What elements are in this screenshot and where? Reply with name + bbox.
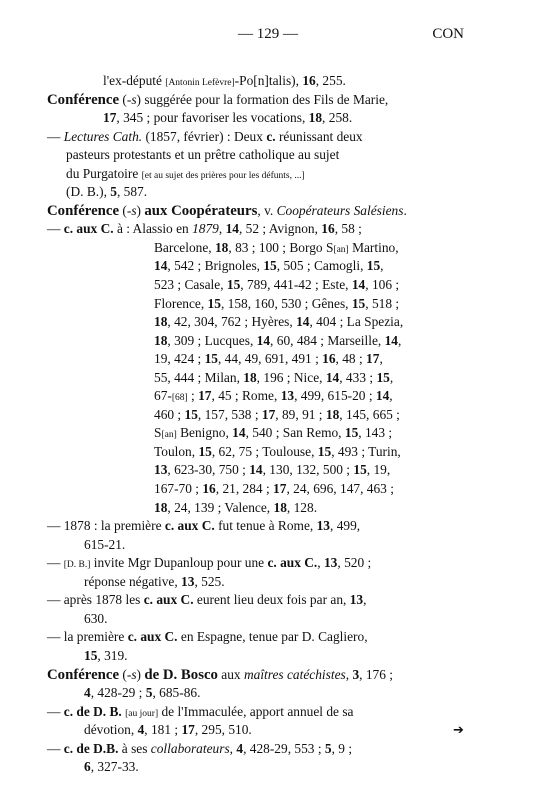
index-line [47, 387, 467, 406]
index-text: 14 [351, 277, 366, 293]
index-text: , 499, 615-20 ; [294, 388, 376, 404]
index-line [47, 536, 467, 555]
index-text: 14 [256, 332, 271, 348]
index-text: c. [266, 128, 276, 144]
index-text: , 255. [315, 73, 346, 88]
index-text: , 493 ; Turin, [331, 443, 401, 459]
index-text: de l'Immaculée, apport annuel de sa [158, 703, 354, 719]
index-text: [68] [171, 393, 188, 404]
index-text: ; [187, 388, 199, 404]
index-text: -s [126, 202, 137, 218]
index-text: 15 [344, 425, 359, 441]
index-text: Toulon, [154, 443, 199, 459]
index-text: 15 [351, 295, 366, 311]
index-text: Conférence [47, 666, 120, 683]
index-text: 4 [137, 722, 145, 738]
index-text: — [47, 740, 64, 756]
index-text: c. aux C. [63, 221, 114, 237]
index-text: 14 [232, 425, 246, 441]
index-text: , 685-86. [152, 685, 201, 701]
index-text: , 540 ; San Remo, [245, 425, 345, 441]
index-text: Barcelone, [154, 239, 215, 255]
index-text: , 258. [322, 110, 353, 126]
index-text: , 24, 696, 147, 463 ; [286, 481, 394, 497]
index-line [47, 369, 467, 388]
index-text: [et au sujet des prières pour les défunts, ...] [141, 170, 305, 181]
index-text: — [47, 221, 64, 237]
index-text: , 83 ; 100 ; Borgo S [228, 239, 334, 255]
index-text: 18 [154, 332, 168, 348]
index-text: dévotion, [84, 722, 138, 738]
index-text: 15 [366, 258, 381, 274]
index-text: c. aux C. [143, 592, 194, 608]
index-line [47, 239, 467, 258]
index-text: 13 [316, 518, 330, 534]
index-text: ( [119, 202, 127, 218]
index-text: 15 [263, 258, 277, 274]
index-text: 13 [280, 388, 295, 404]
index-text: 13 [323, 555, 338, 571]
index-text: 3 [352, 666, 360, 682]
index-text: [an] [333, 244, 349, 255]
index-text: , 587. [116, 184, 148, 200]
index-text: -s [126, 666, 137, 682]
index-text: c. aux C. [164, 518, 215, 534]
index-text: à ses [118, 740, 151, 756]
index-line [47, 295, 467, 314]
index-text: 18 [154, 314, 168, 330]
index-line [47, 313, 467, 332]
index-text: c. aux C. [267, 555, 318, 571]
index-line [47, 332, 467, 351]
index-text: l'ex-député [103, 73, 166, 88]
index-text: , [218, 221, 226, 237]
index-text: -Po[n]talis), [234, 73, 303, 88]
index-text: , 58 ; [334, 221, 362, 237]
index-line [47, 257, 467, 276]
index-text: 13 [181, 573, 195, 589]
index-text: 14 [375, 388, 390, 404]
index-text: , 21, 284 ; [215, 481, 274, 497]
index-line [47, 499, 467, 518]
index-text: 14 [154, 258, 168, 274]
index-text: 18 [243, 369, 257, 385]
index-text: , 128. [286, 499, 318, 515]
index-line [47, 554, 467, 573]
index-text: (D. B.), [66, 184, 111, 200]
index-text: ) suggérée pour la formation des Fils de Marie, [136, 91, 389, 107]
index-text: , 48 ; [335, 351, 367, 367]
index-text: 15 [184, 406, 198, 422]
index-text: 18 [214, 239, 229, 255]
index-line [47, 480, 467, 499]
index-text: , [345, 666, 353, 682]
index-text: collaborateurs [150, 740, 230, 756]
index-text: ) [136, 666, 145, 682]
index-text: 5 [110, 184, 117, 200]
index-text: 18 [273, 499, 287, 515]
index-text: 67- [154, 388, 172, 404]
index-line [47, 666, 467, 685]
index-text: 14 [225, 221, 239, 237]
index-text: , 345 ; pour favoriser les vocations, [116, 110, 309, 126]
index-text: du Purgatoire [66, 165, 142, 181]
index-text: , 327-33. [90, 759, 139, 775]
index-text: , 24, 139 ; Valence, [167, 499, 274, 515]
index-line [47, 72, 467, 91]
index-text: 16 [321, 221, 335, 237]
page-header [0, 25, 536, 47]
index-text: c. de D. B. [63, 703, 122, 719]
index-text: , 309 ; Lucques, [167, 332, 257, 348]
index-text: , 428-29, 553 ; [243, 740, 325, 756]
index-line [47, 443, 467, 462]
index-line [47, 406, 467, 425]
index-text: réunissant deux [275, 128, 363, 144]
index-text: 16 [302, 73, 316, 88]
index-text: 167-70 ; [154, 481, 203, 497]
index-text: 17 [103, 110, 117, 126]
index-text: , [389, 388, 393, 404]
index-text: , 542 ; Brignoles, [167, 258, 264, 274]
index-text: 18 [308, 110, 323, 126]
page-number: — 129 — [238, 26, 298, 42]
index-entries [47, 72, 467, 777]
index-text: — [47, 128, 64, 144]
running-head: CON [432, 26, 464, 42]
index-text: 5 [324, 740, 332, 756]
index-text: 15 [226, 277, 241, 293]
index-text: , 520 ; [337, 555, 372, 571]
index-text: 6 [84, 759, 91, 775]
index-text: 17 [198, 388, 212, 404]
index-text: — [47, 703, 64, 719]
index-text: , 176 ; [359, 666, 393, 682]
index-line [47, 517, 467, 536]
index-text: aux Coopérateurs [144, 202, 258, 219]
index-text: 19, 424 ; [154, 351, 205, 367]
index-text: 4 [84, 685, 91, 701]
index-line [47, 91, 467, 110]
index-text: , 295, 510. [194, 722, 252, 738]
index-text: [Antonin Lefèvre] [165, 78, 235, 88]
index-text: [an] [161, 430, 177, 441]
index-text: 14 [384, 332, 398, 348]
index-text: 14 [296, 314, 310, 330]
index-text: 14 [249, 462, 263, 478]
index-text: , 428-29 ; [90, 685, 146, 701]
index-text: , 525. [194, 573, 225, 589]
index-line [47, 647, 467, 666]
index-text: , 19, [366, 462, 391, 478]
index-text: en Espagne, tenue par D. Cagliero, [177, 629, 368, 645]
index-line [47, 202, 467, 221]
index-text: 15 [317, 443, 332, 459]
index-text: , 181 ; [144, 722, 182, 738]
index-text: 17 [273, 481, 287, 497]
index-line [47, 573, 467, 592]
index-text: [au jour] [125, 708, 159, 719]
index-text: , 145, 665 ; [339, 406, 400, 422]
index-text: Lectures Cath. [63, 128, 143, 144]
index-text: — 1878 : la première [47, 518, 165, 534]
index-line [47, 628, 467, 647]
index-text: , [389, 369, 394, 385]
index-text: S [154, 425, 162, 441]
index-text: , [397, 332, 402, 348]
index-text: , v. [257, 202, 277, 218]
index-line [47, 703, 467, 722]
index-text: — [47, 555, 64, 571]
index-text: , [229, 740, 237, 756]
index-text: Conférence [47, 202, 120, 219]
index-text: , 9 ; [331, 740, 353, 756]
index-text: 18 [154, 499, 168, 515]
index-line [47, 165, 467, 184]
index-text: , 319. [97, 647, 128, 663]
index-text: , 45 ; Rome, [211, 388, 281, 404]
index-line [47, 220, 467, 239]
index-text: 16 [322, 351, 336, 367]
right-arrow-icon: ➔ [453, 723, 464, 738]
index-text: , 44, 49, 691, 491 ; [217, 351, 323, 367]
index-text: réponse négative, [84, 573, 182, 589]
index-line [47, 591, 467, 610]
index-text: Benigno, [176, 425, 233, 441]
index-line [47, 758, 467, 777]
index-line [47, 684, 467, 703]
index-text: fut tenue à Rome, [214, 518, 317, 534]
index-text: 14 [325, 369, 340, 385]
index-text: 13 [154, 462, 168, 478]
index-text: 15 [353, 462, 367, 478]
index-text: , [317, 555, 324, 571]
index-text: . [403, 202, 407, 218]
index-text: 16 [202, 481, 216, 497]
index-text: , 623-30, 750 ; [167, 462, 250, 478]
index-text: 1879 [192, 221, 219, 237]
index-text: , 158, 160, 530 ; Gênes, [220, 295, 352, 311]
index-text: ( [119, 91, 127, 107]
index-text: , 89, 91 ; [275, 406, 326, 422]
index-text: , [380, 258, 384, 274]
index-text: , 789, 441-42 ; Este, [240, 277, 352, 293]
index-text: , 106 ; [365, 277, 400, 293]
index-text: 15 [84, 647, 98, 663]
index-text: 55, 444 ; Milan, [154, 369, 244, 385]
index-text: [D. B.] [63, 560, 91, 571]
index-text: Coopérateurs Salésiens [276, 202, 404, 218]
index-text: , 518 ; [365, 295, 400, 311]
index-line [47, 424, 467, 443]
index-text: , 196 ; Nice, [256, 369, 326, 385]
index-line [47, 740, 467, 759]
index-line [47, 183, 467, 202]
index-text: eurent lieu deux fois par an, [193, 592, 350, 608]
index-text: c. aux C. [127, 629, 178, 645]
index-text: 18 [325, 406, 340, 422]
index-text: 615-21. [84, 536, 126, 552]
index-text: 17 [261, 406, 276, 422]
index-text: Conférence [47, 91, 120, 108]
index-text: 15 [198, 443, 212, 459]
index-line [47, 721, 467, 740]
index-line [47, 276, 467, 295]
index-text: , 505 ; Camogli, [276, 258, 367, 274]
index-text: de D. Bosco [144, 666, 218, 683]
index-text: — la première [47, 629, 128, 645]
index-text: 460 ; [154, 406, 185, 422]
index-text: Martino, [348, 239, 399, 255]
index-text: 630. [84, 610, 108, 626]
index-text: ( [119, 666, 127, 682]
index-text: , 42, 304, 762 ; Hyères, [167, 314, 297, 330]
index-text: (1857, février) : Deux [142, 128, 267, 144]
index-text: 15 [207, 295, 221, 311]
index-line [47, 461, 467, 480]
index-line [47, 350, 467, 369]
index-text: à : Alassio en [113, 221, 193, 237]
index-text: , 62, 75 ; Toulouse, [211, 443, 318, 459]
index-text: aux [217, 666, 244, 682]
index-line [47, 128, 467, 147]
index-text: 13 [349, 592, 364, 608]
index-text: invite Mgr Dupanloup pour une [90, 555, 268, 571]
index-text: , 60, 484 ; Marseille, [270, 332, 385, 348]
index-text: pasteurs protestants et un prêtre catholique au sujet [66, 147, 340, 163]
index-text: , 404 ; La Spezia, [309, 314, 404, 330]
index-text: 4 [236, 740, 244, 756]
index-text: , 499, [330, 518, 361, 534]
index-text: 15 [376, 369, 390, 385]
index-text: ) [136, 202, 145, 218]
index-text: maîtres catéchistes [243, 666, 346, 682]
index-text: 15 [204, 351, 218, 367]
index-text: — après 1878 les [47, 592, 144, 608]
index-text: , 433 ; [339, 369, 377, 385]
index-text: Florence, [154, 295, 208, 311]
index-line [47, 146, 467, 165]
index-text: 17 [181, 722, 195, 738]
index-text: , 52 ; Avignon, [238, 221, 322, 237]
index-text: , 143 ; [358, 425, 393, 441]
index-text: 5 [145, 685, 153, 701]
index-text: c. de D.B. [63, 740, 119, 756]
index-text: , [379, 351, 383, 367]
index-line [47, 109, 467, 128]
index-text: , [363, 592, 367, 608]
index-text: -s [126, 91, 137, 107]
index-line [47, 610, 467, 629]
index-text: , 157, 538 ; [197, 406, 262, 422]
index-text: , 130, 132, 500 ; [262, 462, 354, 478]
index-text: 523 ; Casale, [154, 277, 227, 293]
index-text: 17 [366, 351, 380, 367]
